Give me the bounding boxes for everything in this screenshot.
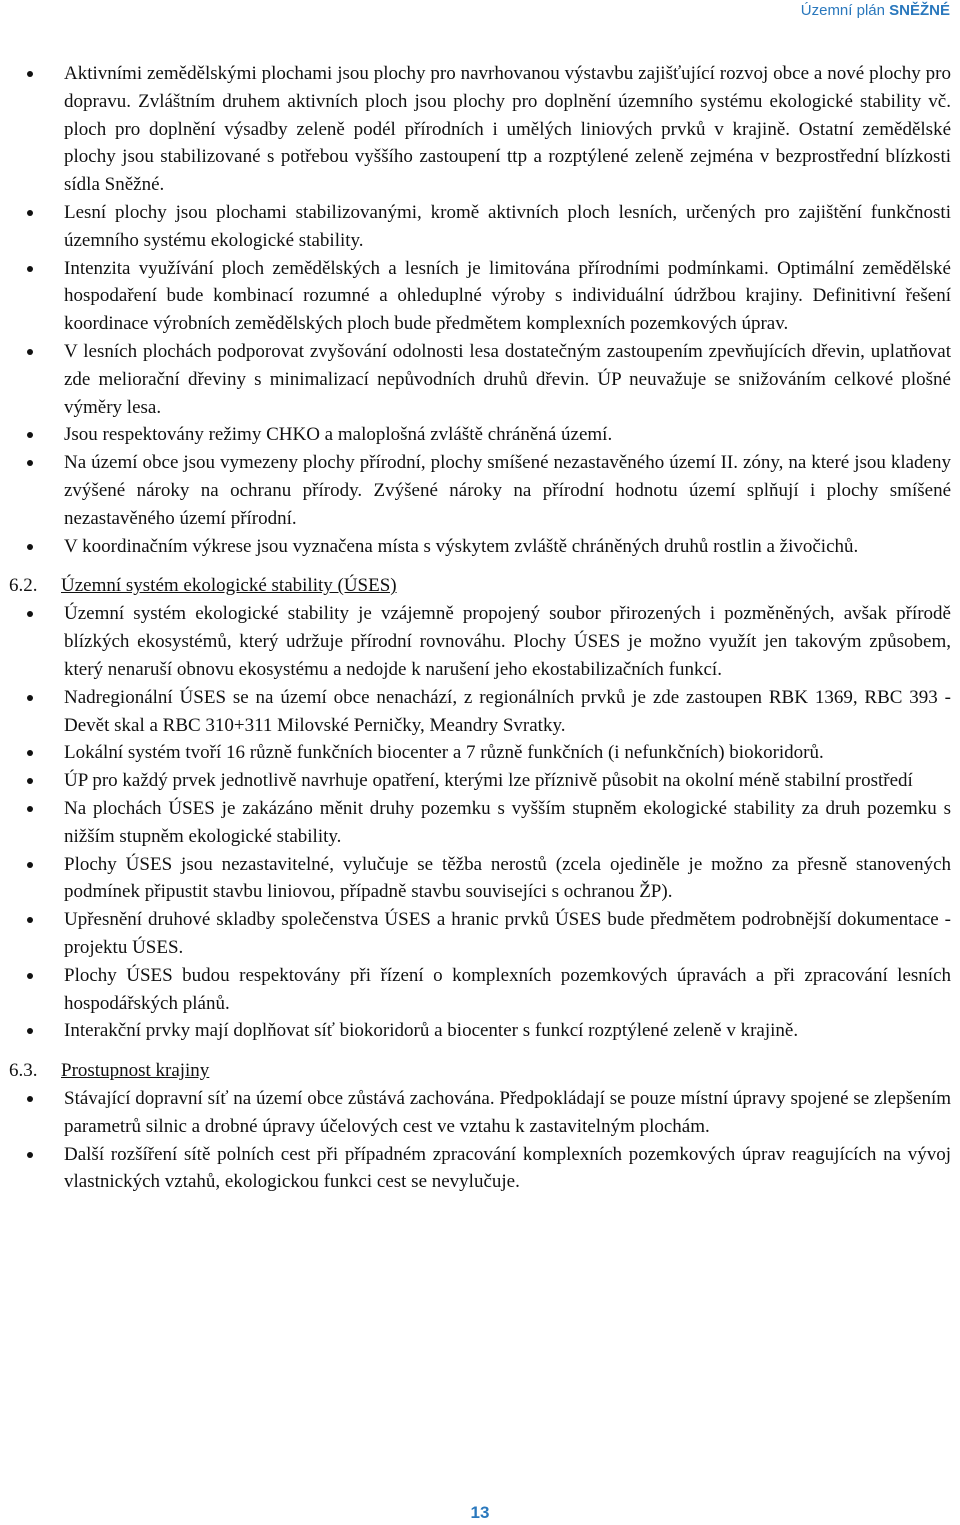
list-item-text: Aktivními zemědělskými plochami jsou plochy pro navrhovanou výstavbu zajišťující rozvoj obce a nové plochy pro dopravu. Zvláštním druhem aktivních ploch jsou plochy pro doplnění územního systému ekologické stability vč. ploch pro doplnění výsadby zeleně podél přírodních i umělých liniových prvků v krajině. Ostatní zemědělské plochy jsou stabilizované s potřebou vyššího zastoupení ttp a rozptýlené zeleně zejména v bezprostřední blízkosti sídla Sněžné. — [64, 63, 951, 196]
bullet-icon — [27, 349, 33, 355]
list-item — [9, 1017, 951, 1045]
list-item-text: Intenzita využívání ploch zemědělských a lesních je limitována přírodními podmínkami. Optimální zemědělské hospodaření bude kombinací rozumné a ohleduplné výroby s individuální údržbou krajiny. Definitivní řešení koordinace výrobních zemědělských ploch bude předmětem komplexních pozemkových úprav. — [64, 257, 951, 335]
bullet-icon — [27, 71, 33, 77]
list-item — [9, 421, 951, 449]
bullet-icon — [27, 460, 33, 466]
list-item-text: Na plochách ÚSES je zakázáno měnit druhy pozemku s vyšším stupněm ekologické stability za druh pozemku s nižším stupněm ekologické stability. — [64, 797, 951, 847]
header-town-name: SNĚŽNÉ — [889, 2, 950, 19]
list-item-text: Nadregionální ÚSES se na území obce nenachází, z regionálních prvků je zde zastoupen RBK 1369, RBC 393 - Devět skal a RBC 310+311 Milovské Perničky, Meandry Svratky. — [64, 686, 951, 736]
list-item-text: Lesní plochy jsou plochami stabilizovanými, kromě aktivních ploch lesních, určených pro zajištění funkčnosti územního systému ekologické stability. — [64, 201, 951, 251]
uses-bullet-list — [9, 600, 951, 1045]
list-item-text: Plochy ÚSES budou respektovány při řízení o komplexních pozemkových úpravách a při zpracování lesních hospodářských plánů. — [64, 964, 951, 1014]
top-bullet-list — [9, 60, 951, 560]
list-item — [9, 199, 951, 255]
list-item-text: V koordinačním výkrese jsou vyznačena místa s výskytem zvláště chráněných druhů rostlin a živočichů. — [64, 535, 859, 557]
list-item — [9, 338, 951, 421]
list-item-text: Jsou respektovány režimy CHKO a maloplošná zvláště chráněná území. — [64, 424, 613, 446]
list-item — [9, 1085, 951, 1141]
header-prefix: Územní plán — [800, 2, 885, 19]
section-number: 6.2. — [9, 575, 38, 597]
bullet-icon — [27, 1096, 33, 1102]
section-heading-uses — [9, 572, 951, 600]
list-item-text: Územní systém ekologické stability je vzájemně propojený soubor přirozených i pozměněných, avšak přírodě blízkých ekosystémů, který udržuje přírodní rovnováhu. Plochy ÚSES je možno využít jen takovým způsobem, který nenaruší obnovu ekosystému a nedojde k narušení jeho ekostabilizačních funkcí. — [64, 603, 951, 680]
section-number: 6.3. — [9, 1060, 38, 1082]
list-item-text: Upřesnění druhové skladby společenstva ÚSES a hranic prvků ÚSES bude předmětem podrobnější dokumentace - projektu ÚSES. — [64, 909, 951, 958]
bullet-icon — [27, 806, 33, 812]
list-item-text: Stávající dopravní síť na území obce zůstává zachována. Předpokládají se pouze místní úpravy spojené se zlepšením parametrů silnic a drobné úpravy účelových cest ve vztahu k zastavitelným plochám. — [64, 1088, 951, 1137]
bullet-icon — [27, 1152, 33, 1158]
bullet-icon — [27, 778, 33, 784]
bullet-icon — [27, 917, 33, 923]
list-item — [9, 600, 951, 683]
prostupnost-bullet-list — [9, 1085, 951, 1196]
bullet-icon — [27, 544, 33, 550]
bullet-icon — [27, 266, 33, 272]
list-item — [9, 767, 951, 795]
bullet-icon — [27, 973, 33, 979]
list-item-text: V lesních plochách podporovat zvyšování odolnosti lesa dostatečným zastoupením zpevňujících dřevin, uplatňovat zde meliorační dřeviny s minimalizací nepůvodních druhů dřevin. ÚP neuvažuje se snižováním celkové plošné výměry lesa. — [64, 340, 951, 418]
list-item — [9, 60, 951, 199]
list-item — [9, 739, 951, 767]
section-title: Prostupnost krajiny — [61, 1060, 210, 1082]
list-item — [9, 1141, 951, 1197]
bullet-icon — [27, 750, 33, 756]
list-item-text: Další rozšíření sítě polních cest při případném zpracování komplexních pozemkových úprav reagujících na vývoj vlastnických vztahů, ekologickou funkci cest se nevylučuje. — [64, 1143, 951, 1193]
list-item-text: Lokální systém tvoří 16 různě funkčních biocenter a 7 různě funkčních (i nefunkčních) biokoridorů. — [64, 742, 824, 764]
list-item — [9, 449, 951, 532]
bullet-icon — [27, 210, 33, 216]
list-item — [9, 962, 951, 1018]
list-item-text: Plochy ÚSES jsou nezastavitelné, vylučuje se těžba nerostů (zcela ojediněle je možno za přesně stanovených podmínek připustit stavbu liniovou, případně stavbu souvisejíci s ochranou ŽP). — [64, 853, 951, 903]
list-item — [9, 684, 951, 740]
list-item — [9, 533, 951, 561]
running-header — [801, 2, 950, 19]
list-item-text: Interakční prvky mají doplňovat síť biokoridorů a biocenter s funkcí rozptýlené zeleně v krajině. — [64, 1020, 799, 1042]
section-title: Územní systém ekologické stability (ÚSES) — [61, 575, 397, 597]
list-item — [9, 795, 951, 851]
list-item-text: Na území obce jsou vymezeny plochy přírodní, plochy smíšené nezastavěného území II. zóny, na které jsou kladeny zvýšené nároky na ochranu přírody. Zvýšené nároky na přírodní hodnotu území splňují i plochy smíšené nezastavěného území přírodní. — [64, 452, 951, 529]
bullet-icon — [27, 695, 33, 701]
section-heading-prostupnost — [9, 1057, 951, 1085]
bullet-icon — [27, 862, 33, 868]
bullet-icon — [27, 432, 33, 438]
list-item — [9, 851, 951, 907]
bullet-icon — [27, 1028, 33, 1034]
list-item-text: ÚP pro každý prvek jednotlivě navrhuje opatření, kterými lze příznivě působit na okolní méně stabilní prostředí — [64, 770, 913, 792]
list-item — [9, 906, 951, 962]
list-item — [9, 255, 951, 338]
document-body — [9, 60, 951, 1196]
page-number: 13 — [470, 1503, 490, 1522]
bullet-icon — [27, 611, 33, 617]
